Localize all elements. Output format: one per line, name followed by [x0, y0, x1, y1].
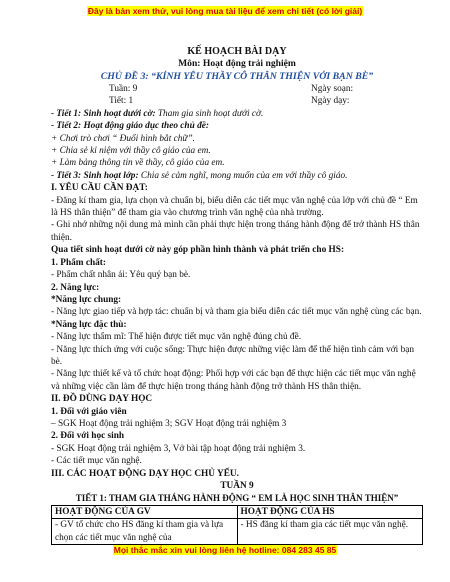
line-3: + Chơi trò chơi “ Đuổi hình bắt chữ”. — [51, 133, 195, 144]
heading-teacher: 1. Đối với giáo viên — [51, 406, 127, 417]
line-5: + Làm bảng thông tin về thầy, cô giáo của em. — [51, 158, 225, 169]
paragraph-2: - Ghi nhớ những nội dung mà mình cần phải thực hiện trong tháng hành động để trở thành HS thân thiện. — [51, 220, 420, 243]
paragraph-10: - SGK Hoạt động trải nghiệm 3, Vở bài tập hoạt động trải nghiệm 3. — [51, 443, 306, 454]
paragraph-3: Qua tiết sinh hoạt dưới cờ này góp phần hình thành và phát triển cho HS: — [51, 245, 345, 256]
doc-topic: CHỦ ĐỀ 3: “KÍNH YÊU THẦY CÔ THÂN THIỆN VỚI BẠN BÈ” — [100, 71, 374, 82]
paragraph-7: - Năng lực thích ứng với cuộc sống: Thực hiện được những việc làm để thể hiện tình cảm với bạn bè. — [51, 344, 415, 367]
heading-student: 2. Đối với học sinh — [51, 431, 125, 442]
week-label: Tuần: 9 — [109, 84, 138, 94]
teach-date: Ngày dạy: — [311, 96, 350, 107]
week-heading: TUẦN 9 — [220, 481, 254, 491]
meta-row-1 — [51, 83, 423, 95]
table-header-teacher: HOẠT ĐỘNG CỦA GV — [52, 505, 238, 518]
heading-specific-competencies: *Năng lực đặc thù: — [51, 319, 127, 330]
section-1-heading: I. YÊU CẦU CẦN ĐẠT: — [51, 183, 148, 194]
doc-subject: Môn: Hoạt động trải nghiệm — [178, 58, 296, 69]
line-6 — [51, 170, 423, 182]
doc-title: KẾ HOẠCH BÀI DẠY — [187, 46, 287, 57]
section-2-heading: II. ĐỒ DÙNG DẠY HỌC — [51, 394, 153, 405]
lesson-label: Tiết: 1 — [109, 96, 134, 107]
paragraph-1: - Đăng kí tham gia, lựa chọn và chuẩn bị, biểu diễn các tiết mục văn nghệ của lớp với chủ đề “ Em là HS thân thiện” để tham gia vào chương trình văn nghệ của nhà trường. — [51, 195, 418, 219]
line-1 — [51, 108, 423, 120]
paragraph-11: - Các tiết mục văn nghệ. — [51, 456, 142, 467]
table-row — [52, 519, 423, 545]
activity-table — [51, 505, 423, 545]
table-header-student: HOẠT ĐỘNG CỦA HS — [237, 505, 423, 518]
line-6-rest: Chia sẻ cảm nghĩ, mong muốn của em với thầy cô giáo. — [138, 170, 348, 181]
paragraph-6: - Năng lực thẩm mĩ: Thể hiện được tiết mục văn nghệ đúng chủ đề. — [51, 332, 302, 343]
section-3-heading: III. CÁC HOẠT ĐỘNG DẠY HỌC CHỦ YẾU. — [51, 468, 239, 479]
paragraph-5: - Năng lực giao tiếp và hợp tác: chuẩn bị và tham gia biểu diễn các tiết mục văn nghệ cùng các bạn. — [51, 307, 422, 318]
heading-general-competencies: *Năng lực chung: — [51, 294, 122, 305]
table-cell-student: - HS đăng kí tham gia các tiết mục văn nghệ. — [237, 519, 423, 545]
line-4: + Chia sẻ kỉ niệm với thầy cô giáo của em. — [51, 146, 211, 157]
table-header-row — [52, 505, 423, 518]
preview-banner-text: Đây là bản xem thử, vui lòng mua tài liệu để xem chi tiết (có lời giải) — [87, 6, 363, 16]
prep-date: Ngày soạn: — [311, 84, 354, 94]
heading-competencies: 2. Năng lực: — [51, 282, 100, 293]
line-1-bold: - Tiết 1: Sinh hoạt dưới cờ: — [51, 108, 156, 119]
paragraph-8: - Năng lực thiết kế và tổ chức hoạt động: Phối hợp với các bạn để thực hiện các tiết mục văn nghệ và những việc cần làm để thực hiện trong tháng hành động trở thành HS thân thiện. — [51, 369, 416, 392]
lesson-heading: TIẾT 1: THAM GIA THÁNG HÀNH ĐỘNG “ EM LÀ HỌC SINH THÂN THIỆN” — [75, 493, 399, 504]
paragraph-9: – SGK Hoạt động trải nghiệm 3; SGV Hoạt động trải nghiệm 3 — [51, 418, 287, 429]
preview-banner — [0, 6, 450, 16]
hotline-banner — [0, 545, 450, 555]
line-6-bold: - Tiết 3: Sinh hoạt lớp: — [51, 170, 139, 181]
line-1-rest: Tham gia sinh hoạt dưới cờ. — [155, 108, 264, 119]
heading-qualities: 1. Phẩm chất: — [51, 257, 107, 268]
meta-row-2 — [51, 95, 423, 107]
table-cell-teacher: - GV tổ chức cho HS đăng kí tham gia và lựa chọn các tiết mục văn nghệ của — [52, 519, 238, 545]
hotline-banner-text: Mọi thắc mắc xin vui lòng liên hệ hotline: 084 283 45 85 — [113, 545, 337, 555]
paragraph-4: - Phẩm chất nhân ái: Yêu quý bạn bè. — [51, 270, 191, 281]
line-2: - Tiết 2: Hoạt động giáo dục theo chủ đề: — [51, 121, 209, 132]
lesson-plan-content — [51, 46, 423, 545]
